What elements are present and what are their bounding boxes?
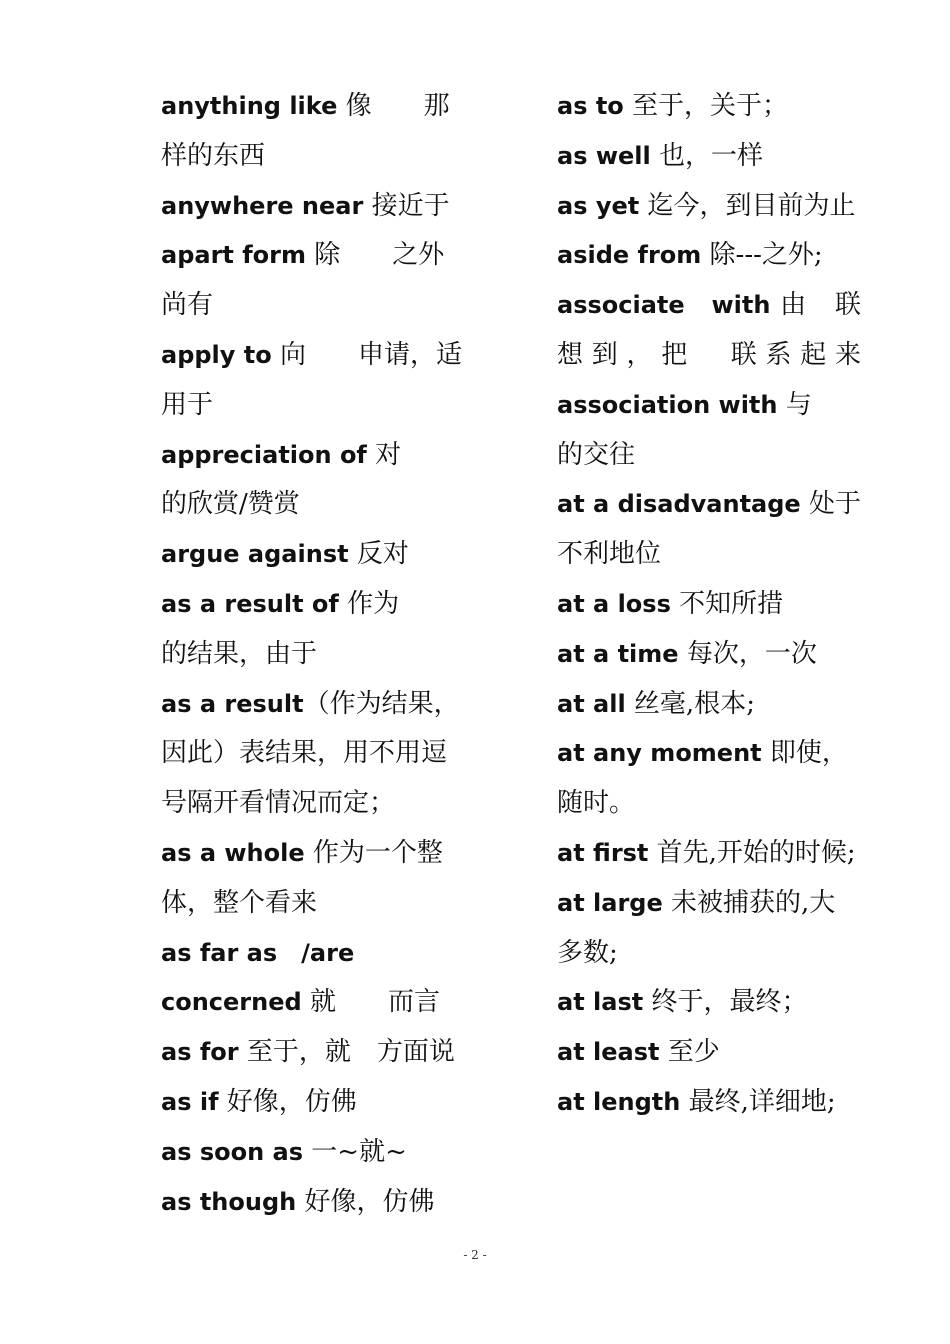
entry-term: at a time xyxy=(557,639,679,668)
entry-term: at least xyxy=(557,1038,660,1067)
entry-term: as soon as xyxy=(161,1137,304,1166)
vocabulary-entry xyxy=(161,182,469,232)
vocabulary-entry xyxy=(557,680,861,730)
entry-definition: 由 联想到，把 联系起来 xyxy=(557,290,862,370)
vocabulary-entry xyxy=(557,630,861,680)
vocabulary-entry xyxy=(557,829,861,879)
entry-term: at all xyxy=(557,689,626,718)
entry-definition: 像 那样的东西 xyxy=(161,91,450,171)
entry-term: as to xyxy=(557,92,624,120)
entry-definition: 向 申请，适用于 xyxy=(161,339,463,420)
entry-term: at a disadvantage xyxy=(557,490,801,519)
vocabulary-entry xyxy=(161,1128,469,1178)
entry-definition: 一~就~ xyxy=(303,1136,407,1167)
entry-definition: 作为 的结果，由于 xyxy=(161,588,452,669)
vocabulary-entry xyxy=(557,231,861,281)
entry-term: at a loss xyxy=(557,589,671,618)
entry-term: aside from xyxy=(557,241,702,270)
entry-term: anywhere near xyxy=(161,191,364,220)
entry-definition: 首先,开始的时候; xyxy=(648,837,856,868)
entry-definition: 即使，随时。 xyxy=(557,738,848,819)
entry-term: as far as /are concerned xyxy=(161,938,355,1017)
entry-term: as though xyxy=(161,1187,297,1216)
entry-term: as for xyxy=(161,1038,239,1067)
entry-definition: 处于不利地位 xyxy=(557,489,861,570)
vocabulary-entry xyxy=(557,82,861,132)
vocabulary-entry xyxy=(161,829,469,929)
entry-term: as well xyxy=(557,141,651,170)
entry-term: associate with xyxy=(557,291,771,320)
vocabulary-entry xyxy=(161,331,469,431)
entry-term: as if xyxy=(161,1087,219,1116)
entry-definition: 与 的交往 xyxy=(557,389,838,470)
entry-definition: 作为一个整体，整个看来 xyxy=(161,837,443,918)
entry-term: association with xyxy=(557,390,778,419)
page-number: - 2 - xyxy=(463,1248,487,1262)
vocabulary-entry xyxy=(557,1028,861,1078)
entry-term: at length xyxy=(557,1087,681,1116)
entry-definition: 至于，就 方面说 xyxy=(238,1037,455,1068)
entry-definition: 除 之外尚有 xyxy=(161,240,445,321)
entry-definition: 终于，最终； xyxy=(643,987,808,1018)
entry-term: at first xyxy=(557,838,649,867)
entry-term: at last xyxy=(557,988,644,1017)
entry-definition: 未被捕获的,大多数; xyxy=(557,887,836,968)
vocabulary-entry xyxy=(557,381,861,481)
entry-term: anything like xyxy=(161,92,338,120)
entry-definition: 也，一样 xyxy=(650,140,764,171)
entry-term: as yet xyxy=(557,191,640,220)
entry-definition: 好像，仿佛 xyxy=(218,1086,357,1117)
entry-definition: 至于，关于； xyxy=(623,91,789,121)
left-column xyxy=(161,82,469,1227)
entry-definition: 接近于 xyxy=(363,190,450,221)
entry-term: at large xyxy=(557,888,663,917)
vocabulary-entry xyxy=(557,1078,861,1128)
entry-definition: 好像，仿佛 xyxy=(296,1186,435,1217)
right-column xyxy=(557,82,861,1128)
vocabulary-entry xyxy=(161,231,469,331)
vocabulary-entry xyxy=(161,431,469,531)
vocabulary-entry xyxy=(161,82,469,182)
entry-definition: 反对 xyxy=(348,539,409,570)
vocabulary-entry xyxy=(557,480,861,580)
entry-definition: 最终,详细地; xyxy=(680,1086,836,1117)
entry-term: at any moment xyxy=(557,739,762,768)
entry-term: apart form xyxy=(161,241,307,270)
entry-term: as a result xyxy=(161,689,304,718)
vocabulary-entry xyxy=(557,281,861,381)
entry-definition: 每次，一次 xyxy=(678,638,817,669)
vocabulary-entry xyxy=(557,879,861,979)
entry-definition: 丝毫,根本; xyxy=(625,688,755,719)
entry-definition: 对 的欣赏/赞赏 xyxy=(161,439,454,520)
entry-term: apply to xyxy=(161,340,272,369)
vocabulary-entry xyxy=(161,1078,469,1128)
entry-definition: 除---之外; xyxy=(701,240,823,271)
vocabulary-entry xyxy=(161,580,469,680)
vocabulary-entry xyxy=(557,978,861,1028)
vocabulary-entry xyxy=(161,929,469,1029)
vocabulary-entry xyxy=(161,530,469,580)
vocabulary-entry xyxy=(161,680,469,829)
vocabulary-entry xyxy=(161,1028,469,1078)
vocabulary-entry xyxy=(161,1178,469,1228)
entry-definition: 就 而言 xyxy=(301,987,440,1018)
entry-definition: 至少 xyxy=(659,1037,720,1068)
vocabulary-entry xyxy=(557,182,861,232)
entry-definition: 迄今，到目前为止 xyxy=(639,190,856,221)
entry-term: as a result of xyxy=(161,589,339,618)
entry-term: argue against xyxy=(161,540,349,569)
vocabulary-entry xyxy=(557,729,861,829)
entry-term: appreciation of xyxy=(161,440,367,469)
vocabulary-entry xyxy=(557,132,861,182)
entry-definition: 不知所措 xyxy=(670,588,784,619)
vocabulary-entry xyxy=(557,580,861,630)
entry-definition: （作为结果，因此）表结果，用不用逗号隔开看情况而定； xyxy=(161,688,460,819)
entry-term: as a whole xyxy=(161,838,305,867)
